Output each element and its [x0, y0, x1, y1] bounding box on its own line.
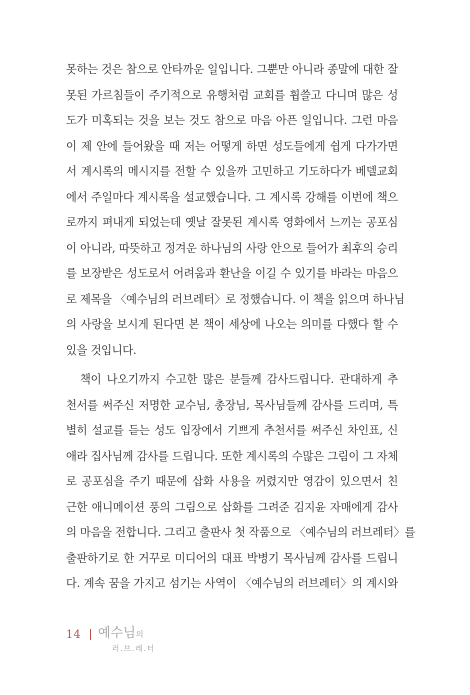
body-text [66, 57, 416, 597]
text-line: 책이 나오기까지 수고한 많은 분들께 감사드립니다. 관대하게 추 [80, 373, 398, 386]
text-line: 별히 설교를 듣는 성도 입장에서 기쁘게 추천서를 써주신 차인표, 신 [66, 424, 398, 437]
text-line: 서 계시록의 메시지를 전할 수 있을까 고민하고 기도하다가 베델교회 [66, 165, 398, 178]
paragraph-1 [66, 57, 405, 363]
text-line: 로 공포심을 주기 때문에 삽화 사용을 꺼렸지만 영감이 있으면서 친 [66, 475, 398, 488]
running-title-suffix: 의 [135, 630, 144, 639]
text-line: 근한 애니메이션 풍의 그림으로 삽화를 그려준 김지윤 자매에게 감사 [66, 500, 398, 514]
footer-divider [90, 629, 91, 640]
text-line: 이 제 안에 들어왔을 때 저는 어떻게 하면 성도들에게 쉽게 다가가면 [66, 139, 398, 153]
page-number: 14 [66, 628, 81, 641]
text-line: 못된 가르침들이 주기적으로 유행처럼 교회를 휩쓸고 다니며 많은 성 [66, 88, 398, 102]
text-line: 다. 계속 꿈을 가지고 섬기는 사역이 〈예수님의 러브레터〉의 계시와 [66, 577, 398, 590]
text-line: 이 아니라, 따뜻하고 정겨운 하나님의 사랑 안으로 들어가 최후의 승리 [66, 241, 398, 255]
text-line: 도가 미혹되는 것을 보는 것도 참으로 마음 아픈 일입니다. 그런 마음 [66, 114, 398, 127]
text-line: 를 보장받은 성도로서 어려움과 환난을 이길 수 있기를 바라는 마음으 [66, 267, 398, 280]
text-line: 있을 것입니다. [66, 343, 137, 357]
text-line: 천서를 써주신 저명한 교수님, 총장님, 목사님들께 감사를 드리며, 특 [66, 398, 398, 412]
page-footer [66, 620, 266, 660]
text-line: 못하는 것은 참으로 안타까운 일입니다. 그뿐만 아니라 종말에 대한 잘 [66, 63, 398, 76]
paragraph-2 [66, 367, 416, 597]
text-line: 로 제목을 〈예수님의 러브레터〉로 정했습니다. 이 책을 읽으며 하나님 [66, 292, 405, 306]
text-line: 애라 집사님께 감사를 드립니다. 또한 계시록의 수많은 그림이 그 자체 [66, 449, 398, 463]
text-line: 의 사랑을 보시게 된다면 본 책이 세상에 나오는 의미를 다했다 할 수 [66, 318, 398, 331]
text-line: 의 마음을 전합니다. 그리고 출판사 첫 작품으로 〈예수님의 러브레터〉를 [66, 526, 416, 539]
text-line: 로까지 펴내게 되었는데 옛날 잘못된 계시록 영화에서 느끼는 공포심 [66, 216, 398, 229]
running-title-main: 예수님 [98, 626, 136, 641]
text-line: 에서 주일마다 계시록을 설교했습니다. 그 계시록 강해를 이번에 책으 [66, 190, 398, 204]
text-line: 출판하기로 한 거꾸로 미디어의 대표 박병기 목사님께 감사를 드립니 [66, 551, 398, 565]
running-subtitle: 러.브.레.터 [112, 644, 156, 653]
running-title [98, 622, 143, 641]
